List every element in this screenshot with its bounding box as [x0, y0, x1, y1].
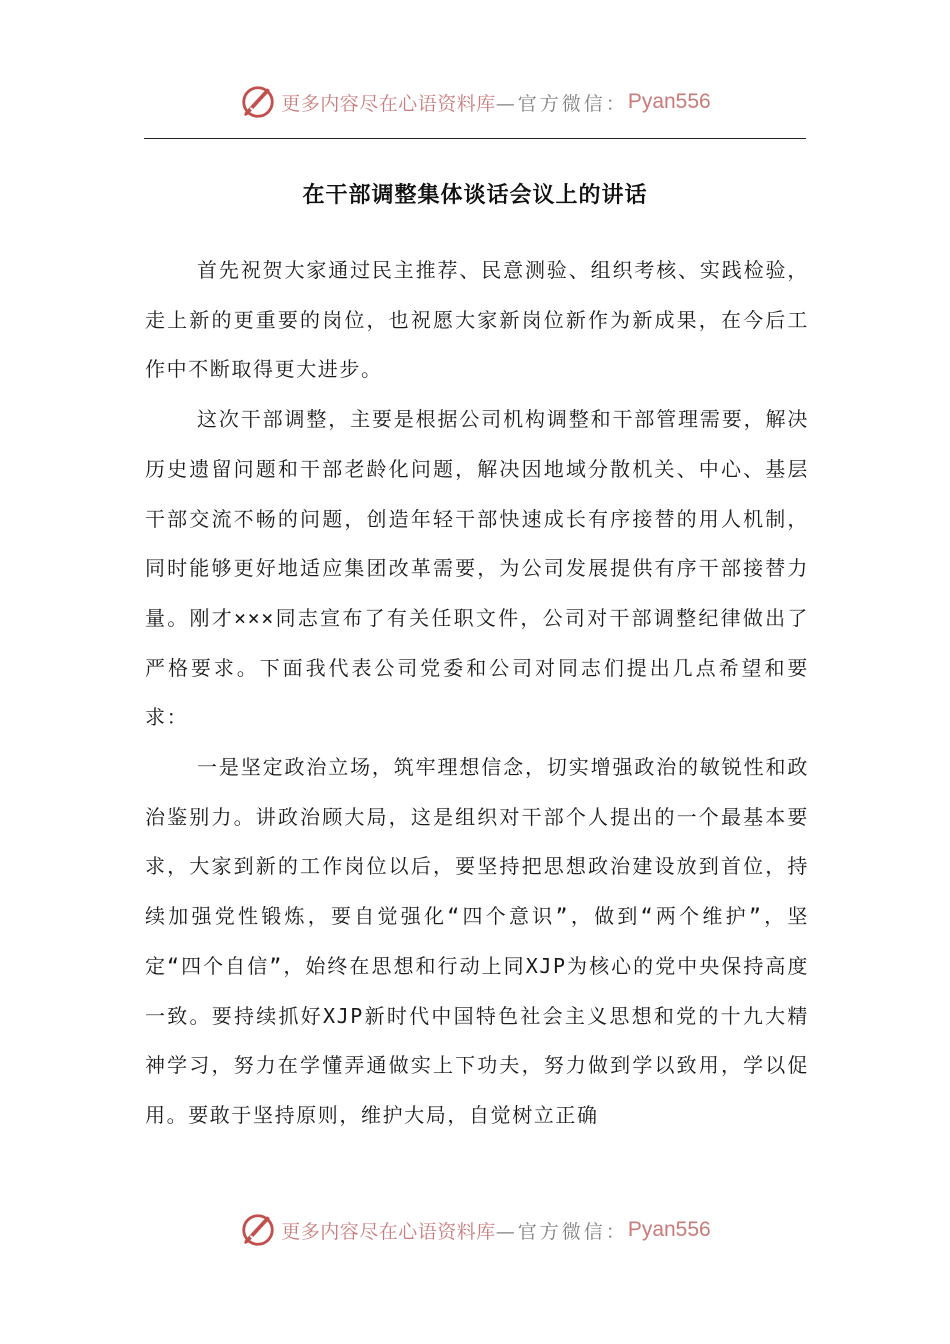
document-title: 在干部调整集体谈话会议上的讲话	[302, 182, 648, 208]
header-watermark-banner	[0, 80, 950, 124]
header-divider	[144, 138, 806, 139]
footer-banner-wechat-id: Pyan556	[627, 1218, 711, 1241]
header-banner-text: 更多内容尽在心语资料库	[281, 92, 496, 115]
footer-banner-text: 更多内容尽在心语资料库	[281, 1220, 496, 1243]
header-banner-wechat-label: —官方微信：	[495, 92, 628, 115]
document-body	[145, 246, 809, 1141]
paragraph-3: 一是坚定政治立场，筑牢理想信念，切实增强政治的敏锐性和政治鉴别力。讲政治顾大局，这是组织对干部个人提出的一个最基本要求，大家到新的工作岗位以后，要坚持把思想政治建设放到首位，持续加强党性锻炼，要自觉强化“四个意识”，做到“两个维护”，坚定“四个自信”，始终在思想和行动上同XJP为核心的党中央保持高度一致。要持续抓好XJP新时代中国特色社会主义思想和党的十九大精神学习，努力在学懂弄通做实上下功夫，努力做到学以致用，学以促用。要敢于坚持原则，维护大局，自觉树立正确	[145, 755, 809, 1127]
header-banner-wechat-id: Pyan556	[627, 90, 711, 113]
footer-watermark-banner	[0, 1208, 950, 1252]
paragraph-1: 首先祝贺大家通过民主推荐、民意测验、组织考核、实践检验，走上新的更重要的岗位，也祝愿大家新岗位新作为新成果，在今后工作中不断取得更大进步。	[145, 258, 809, 382]
pen-logo-icon	[239, 83, 277, 121]
paragraph-2: 这次干部调整，主要是根据公司机构调整和干部管理需要，解决历史遗留问题和干部老龄化问题，解决因地域分散机关、中心、基层干部交流不畅的问题，创造年轻干部快速成长有序接替的用人机制，同时能够更好地适应集团改革需要，为公司发展提供有序干部接替力量。刚才×××同志宣布了有关任职文件，公司对干部调整纪律做出了严格要求。下面我代表公司党委和公司对同志们提出几点希望和要求：	[145, 407, 809, 730]
footer-banner-wechat-label: —官方微信：	[495, 1220, 628, 1243]
pen-logo-icon	[239, 1211, 277, 1249]
